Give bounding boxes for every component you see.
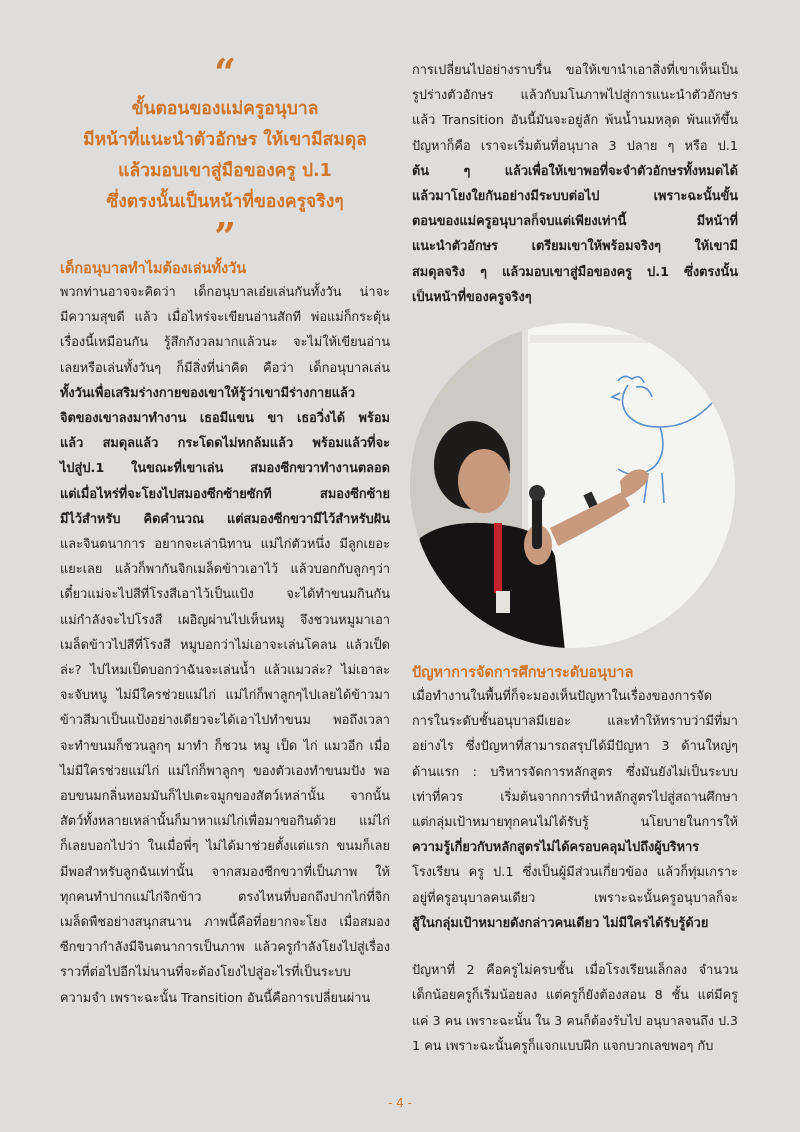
pull-quote-line: ขั้นตอนของแม่ครูอนุบาล — [131, 99, 319, 119]
body-text-line: 1 คน เพราะฉะนั้นครูก็แจกแบบฝึก แจกบวกเลขพอๆ กับ — [412, 1038, 714, 1054]
body-text-line: แยะเลย แล้วก็พากันจิกเมล็ดข้าวเอาไว้ แล้วบอกกับลูกๆว่า — [60, 562, 390, 578]
body-text-line: อบขนมกลิ่นหอมมันก็ไปเตะจมูกของสัตว์เหล่านั้น จากนั้น — [60, 789, 390, 805]
open-quote-mark: “ — [214, 50, 236, 95]
right-body-paragraph — [412, 684, 738, 936]
body-text-line: สู้ในกลุ่มเป้าหมายดังกล่าวคนเดียว ไม่มีใครได้รับรู้ด้วย — [412, 915, 709, 931]
pull-quote-line: แล้วมอบเขาสู่มือของครู ป.1 — [118, 161, 332, 181]
body-text-line: ข้าวสีมาเป็นแป้งอย่างเดียวจะได้เอาไปทำขนม พอถึงเวลา — [60, 713, 390, 729]
body-text-line: ทั้งวันเพื่อเสริมร่างกายของเขาให้รู้ว่าเขามีร่างกายแล้ว — [60, 385, 356, 401]
body-text-line: และจินตนาการ อยากจะเล่านิทาน แม่ไก่ตัวหนึ่ง มีลูกเยอะ — [60, 537, 390, 553]
body-text-line: แต่เมื่อไหร่ที่จะโยงไปสมองซีกซ้ายซักที สมองซีกซ้าย — [60, 486, 390, 502]
body-text-line: แล้ว สมดุลแล้ว กระโดดไม่หกล้มแล้ว พร้อมแล้วที่จะ — [60, 436, 390, 452]
body-text-line: เท่าที่ควร เริ่มต้นจากการที่นำหลักสูตรไปสู่สถานศึกษา — [412, 789, 738, 805]
body-text-line: ล่ะ? ไปไหมเป็ดบอกว่าฉันจะเล่นน้ำ แล้วแมวล่ะ? ไม่เอาละ — [60, 663, 390, 679]
left-body-paragraph — [60, 280, 390, 1011]
body-text-line: มีพอสำหรับลูกฉันเท่านั้น จากสมองซีกขวาที่เป็นภาพ ให้ — [60, 864, 390, 880]
body-text-line: เมื่อทำงานในพื้นที่ก็จะมองเห็นปัญหาในเรื่องของการจัด — [412, 689, 713, 704]
body-text-line: เลยหรือเล่นทั้งวันๆ ก็มีสิ่งที่น่าคิด คือว่า เด็กอนุบาลเล่น — [60, 360, 390, 376]
body-text-line: จะทำขนมก็ชวนลูกๆ มาทำ ก็ชวน หมู เป็ด ไก่ แมวอีก เมื่อ — [60, 738, 390, 754]
body-text-line: จะจับหนู ไม่มีใครช่วยแม่ไก่ แม่ไก่ก็พาลูกๆไปเลยได้ข้าวมา — [60, 688, 390, 704]
page-number: - 4 - — [388, 1096, 412, 1110]
body-text-line: เมล็ดข้าวไปสีที่โรงสี หมูบอกว่าไม่เอาจะเล่นโคลน แล้วเป็ด — [60, 637, 390, 653]
body-text-line: มีความสุขดี แล้ว เมื่อไหร่จะเขียนอ่านสักที พ่อแม่ก็กระตุ้น — [60, 310, 390, 326]
pull-quote-line: มีหน้าที่แนะนำตัวอักษร ให้เขามีสมดุล — [83, 130, 367, 150]
body-text-line: เป็นหน้าที่ของครูจริงๆ — [412, 289, 532, 305]
body-text-line: ไม่มีใครช่วยแม่ไก่ แม่ไก่ก็พาลูกๆ ของตัวเองทำขนมปัง พอ — [60, 763, 390, 779]
body-text-line: ปัญหาที่ 2 คือครูไม่ครบชั้น เมื่อโรงเรียนเล็กลง จำนวน — [412, 963, 738, 979]
body-text-line: รูปร่างตัวอักษร แล้วกับมโนภาพไปสู่การแนะนำตัวอักษร — [412, 88, 738, 104]
body-text-line: ก็เลยบอกไปว่า ในเมื่อพี่ๆ ไม่ได้มาช่วยตั้งแต่แรก ขนมก็เลย — [60, 839, 390, 855]
body-text-line: แม่กำลังจะไปโรงสี เผอิญผ่านไปเห็นหมู จึงชวนหมูมาเอา — [60, 612, 390, 628]
section-heading-kindergarten-problems: ปัญหาการจัดการศึกษาระดับอนุบาล — [412, 665, 634, 681]
close-quote-mark: ” — [214, 214, 236, 259]
teacher-at-flipchart-illustration — [410, 323, 735, 648]
body-text-line: การในระดับชั้นอนุบาลมีเยอะ และทำให้ทราบว่ามีที่มา — [412, 714, 738, 730]
body-text-line: เรื่องนี้เหมือนกัน รู้สึกกังวลมากแล้วนะ จะไม่ให้เขียนอ่าน — [60, 335, 390, 351]
body-text-line: แค่ 3 คน เพราะฉะนั้น ใน 3 คนก็ต้องรับไป อนุบาลจนถึง ป.3 — [412, 1013, 738, 1029]
body-text-line: โรงเรียน ครู ป.1 ซึ่งเป็นผู้มีส่วนเกี่ยวข้อง แล้วก็ทุ่มเกราะ — [412, 865, 738, 881]
right-top-paragraph — [412, 58, 738, 310]
body-text-line: เด็กน้อยครูก็เริ่มน้อยลง แต่ครูก็ยังต้องสอน 8 ชั้น แต่มีครู — [412, 988, 738, 1004]
pull-quote — [60, 94, 390, 218]
body-text-line: เมล็ดพืชอย่างสนุกสนาน ภาพนี้คือที่อยากจะโยง เมื่อสมอง — [60, 915, 390, 931]
body-text-line: ด้านแรก : บริหารจัดการหลักสูตร ซึ่งมันยังไม่เป็นระบบ — [412, 764, 738, 780]
body-text-line: แล้วมาโยงใยกันอย่างมีระบบต่อไป เพราะฉะนั้นขั้น — [412, 189, 738, 205]
body-text-line: สัตว์ทั้งหลายเหล่านั้นก็มาหาแม่ไก่เพื่อมาขอกินด้วย แม่ไก่ — [60, 814, 390, 830]
body-text-line: ทุกคนทำปากแม่ไก่จิกข้าว ตรงไหนที่บอกถึงปากไก่ที่จิก — [60, 889, 390, 905]
teacher-photo — [410, 323, 735, 648]
body-text-line: เดี๋ยวแม่จะไปสีที่โรงสีเอาไว้เป็นแป้ง จะได้ทำขนมกินกัน — [60, 587, 390, 603]
body-text-line: แล้ว Transition อันนี้มันจะอยู่ลัก พ้นน้ำนมหลุด พ้นแท้ขึ้น — [412, 113, 738, 129]
body-text-line: ความจำ เพราะฉะนั้น Transition อันนี้คือการเปลี่ยนผ่าน — [60, 990, 371, 1006]
paragraph-gap — [412, 936, 738, 958]
body-text-line: จิตของเขาลงมาทำงาน เธอมีแขน ขา เธอวิ่งได้ พร้อม — [60, 411, 390, 427]
body-text-line: มีไว้สำหรับ คิดคำนวณ แต่สมองซีกขวามีไว้สำหรับฝัน — [60, 511, 390, 527]
body-text-line: ต้น ๆ แล้วเพื่อให้เขาพอที่จะจำตัวอักษรทั้งหมดได้ — [412, 163, 738, 179]
body-text-line: อย่างไร ซึ่งปัญหาที่สามารถสรุปได้มีปัญหา 3 ด้านใหญ่ๆ — [412, 739, 738, 755]
body-text-line: สมดุลจริง ๆ แล้วมอบเขาสู่มือของครู ป.1 ซึ่งตรงนั้น — [412, 264, 738, 280]
left-column — [60, 50, 390, 1011]
body-text-line: ปัญหาก็คือ เราจะเริ่มต้นที่อนุบาล 3 ปลาย ๆ หรือ ป.1 — [412, 138, 738, 154]
right-column — [412, 58, 738, 310]
body-text-line: ตอนของแม่ครูอนุบาลก็จบแต่เพียงเท่านี้ มีหน้าที่ — [412, 214, 738, 230]
body-text-line: ราวที่ต่อไปอีกไม่นานที่จะต้องโยงไปสู่อะไรที่เป็นระบบ — [60, 965, 351, 981]
body-text-line: ไปสู่ป.1 ในขณะที่เขาเล่น สมองซีกขวาทำงานตลอด — [60, 461, 390, 477]
body-text-line: แนะนำตัวอักษร เตรียมเขาให้พร้อมจริงๆ ให้เขามี — [412, 239, 738, 255]
body-text-line: อยู่ที่ครูอนุบาลคนเดียว เพราะฉะนั้นครูอนุบาลก็จะ — [412, 890, 738, 906]
body-text-line: การเปลี่ยนไปอย่างราบรื่น ขอให้เขานำเอาสิ่งที่เขาเห็นเป็น — [412, 63, 738, 78]
body-text-line: ซีกขวากำลังมีจินตนาการเป็นภาพ แล้วครูกำลังโยงไปสู่เรื่อง — [60, 940, 390, 956]
pull-quote-line: ซึ่งตรงนั้นเป็นหน้าที่ของครูจริงๆ — [106, 192, 344, 212]
body-text-line: ความรู้เกี่ยวกับหลักสูตรไม่ได้ครอบคลุมไปถึงผู้บริหาร — [412, 840, 700, 856]
right-body-paragraph-problem-two — [412, 958, 738, 1059]
section-heading-kindergarten-play: เด็กอนุบาลทำไมต้องเล่นทั้งวัน — [60, 261, 247, 277]
right-lower-column — [412, 662, 738, 1059]
body-text-line: แต่กลุ่มเป้าหมายทุกคนไม่ได้รับรู้ นโยบายในการให้ — [412, 815, 738, 831]
body-text-line: พวกท่านอาจจะคิดว่า เด็กอนุบาลเอ๋ยเล่นกันทั้งวัน น่าจะ — [60, 285, 390, 300]
